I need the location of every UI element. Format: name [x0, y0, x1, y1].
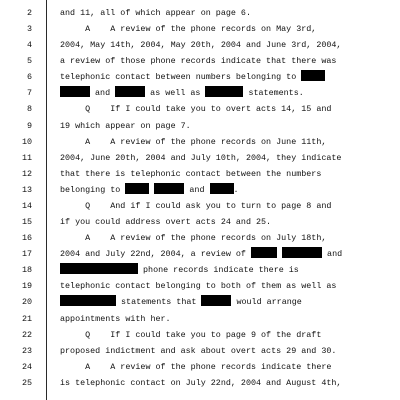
line-text-segment: and — [322, 249, 343, 260]
line-text-segment: A A review of the phone records indicate there — [60, 361, 332, 372]
transcript-line — [0, 198, 400, 214]
line-text-segment: and — [184, 184, 210, 195]
line-text-segment: A A review of the phone records on June 11th, — [60, 136, 327, 147]
line-text-segment: if you could address overt acts 24 and 25. — [60, 217, 272, 228]
transcript-line — [0, 327, 400, 343]
line-text — [60, 134, 326, 150]
redaction-box — [60, 86, 90, 97]
line-text-segment: and — [90, 88, 116, 99]
line-text — [60, 278, 336, 294]
transcript-line — [0, 359, 400, 375]
line-text — [60, 327, 321, 343]
line-number: 21 — [21, 313, 32, 324]
transcript-line — [0, 5, 400, 21]
transcript-line — [0, 53, 400, 69]
line-number: 18 — [21, 265, 32, 276]
transcript-line — [0, 85, 400, 101]
transcript-line — [0, 230, 400, 246]
transcript-line — [0, 150, 400, 166]
redaction-box — [60, 295, 116, 306]
line-text-segment: statements. — [243, 88, 304, 99]
line-text — [60, 21, 316, 37]
line-text-segment: A A review of the phone records on July 18th, — [60, 233, 327, 244]
transcript-line — [0, 101, 400, 117]
line-number: 17 — [21, 249, 32, 260]
line-text-segment: belonging to — [60, 184, 126, 195]
transcript-line — [0, 21, 400, 37]
line-text — [60, 311, 171, 327]
transcript-line — [0, 343, 400, 359]
line-text-segment: phone records indicate there is — [138, 265, 299, 276]
line-text — [60, 230, 326, 246]
line-number: 3 — [26, 24, 32, 35]
line-number: 5 — [26, 56, 32, 67]
transcript-line — [0, 375, 400, 391]
line-text-segment: 2004, May 14th, 2004, May 20th, 2004 and June 3rd, 2004, — [60, 40, 342, 51]
line-number: 6 — [26, 72, 32, 83]
line-text — [60, 246, 342, 262]
transcript-line — [0, 311, 400, 327]
transcript-line — [0, 294, 400, 310]
line-text — [60, 150, 341, 166]
line-number: 2 — [26, 8, 32, 18]
line-number: 15 — [21, 217, 32, 228]
transcript-line — [0, 69, 400, 85]
line-text-segment: appointments with her. — [60, 313, 171, 324]
line-text — [60, 182, 239, 198]
line-number: 24 — [21, 361, 32, 372]
line-number: 13 — [21, 184, 32, 195]
line-text-segment: A A review of the phone records on May 3rd, — [60, 24, 317, 35]
redaction-box — [251, 247, 277, 258]
redaction-box — [301, 70, 325, 81]
line-text-segment: 2004, June 20th, 2004 and July 10th, 2004, they indicate — [60, 152, 342, 163]
line-number: 22 — [21, 329, 32, 340]
line-text — [60, 375, 341, 391]
redaction-box — [210, 183, 234, 194]
line-text — [60, 85, 304, 101]
redaction-box — [282, 247, 322, 258]
line-text — [60, 294, 302, 310]
line-number: 19 — [21, 281, 32, 292]
line-text-segment: is telephonic contact on July 22nd, 2004 and August 4th, — [60, 377, 342, 388]
line-text — [60, 343, 336, 359]
redaction-box — [201, 295, 231, 306]
redaction-box — [115, 86, 145, 97]
transcript-line — [0, 214, 400, 230]
transcript-line — [0, 278, 400, 294]
line-text — [60, 5, 251, 21]
line-number: 9 — [26, 120, 32, 131]
line-text — [60, 37, 341, 53]
line-number: 4 — [26, 40, 32, 51]
line-number: 12 — [21, 168, 32, 179]
line-text-segment: telephonic contact between numbers belonging to — [60, 72, 302, 83]
transcript-line — [0, 246, 400, 262]
line-text-segment: and 11, all of which appear on page 6. — [60, 8, 251, 18]
transcript-line — [0, 37, 400, 53]
transcript-line — [0, 166, 400, 182]
line-number: 11 — [21, 152, 32, 163]
line-number: 8 — [26, 104, 32, 115]
line-text-segment: Q If I could take you to overt acts 14, 15 and — [60, 104, 332, 115]
line-text — [60, 101, 331, 117]
line-text-segment: would arrange — [231, 297, 302, 308]
line-text-segment: proposed indictment and ask about overt acts 29 and 30. — [60, 345, 337, 356]
line-text-segment: . — [233, 184, 239, 195]
line-text — [60, 359, 331, 375]
line-text — [60, 118, 191, 134]
line-number: 14 — [21, 200, 32, 211]
redaction-box — [125, 183, 149, 194]
line-text-segment: 19 which appear on page 7. — [60, 120, 191, 131]
line-text — [60, 198, 331, 214]
line-number: 7 — [26, 88, 32, 99]
line-text-segment: a review of those phone records indicate that there was — [60, 56, 337, 67]
line-text-segment: that there is telephonic contact between the numbers — [60, 168, 322, 179]
line-number: 25 — [21, 377, 32, 388]
line-number: 10 — [21, 136, 32, 147]
line-text — [60, 262, 299, 278]
line-text-segment: statements that — [116, 297, 202, 308]
line-number: 20 — [21, 297, 32, 308]
line-number: 16 — [21, 233, 32, 244]
redaction-box — [154, 183, 184, 194]
line-text — [60, 214, 271, 230]
redaction-box — [60, 263, 138, 274]
transcript-line — [0, 182, 400, 198]
line-number: 23 — [21, 345, 32, 356]
transcript-line — [0, 134, 400, 150]
line-text-segment: Q And if I could ask you to turn to page 8 and — [60, 200, 332, 211]
line-text-segment: as well as — [145, 88, 206, 99]
line-text-segment: 2004 and July 22nd, 2004, a review of — [60, 249, 251, 260]
line-text-segment: telephonic contact belonging to both of them as well as — [60, 281, 337, 292]
line-text-segment: Q If I could take you to page 9 of the draft — [60, 329, 322, 340]
transcript-line — [0, 118, 400, 134]
redaction-box — [205, 86, 243, 97]
line-text — [60, 166, 321, 182]
transcript-line — [0, 262, 400, 278]
line-text — [60, 69, 325, 85]
line-text — [60, 53, 336, 69]
